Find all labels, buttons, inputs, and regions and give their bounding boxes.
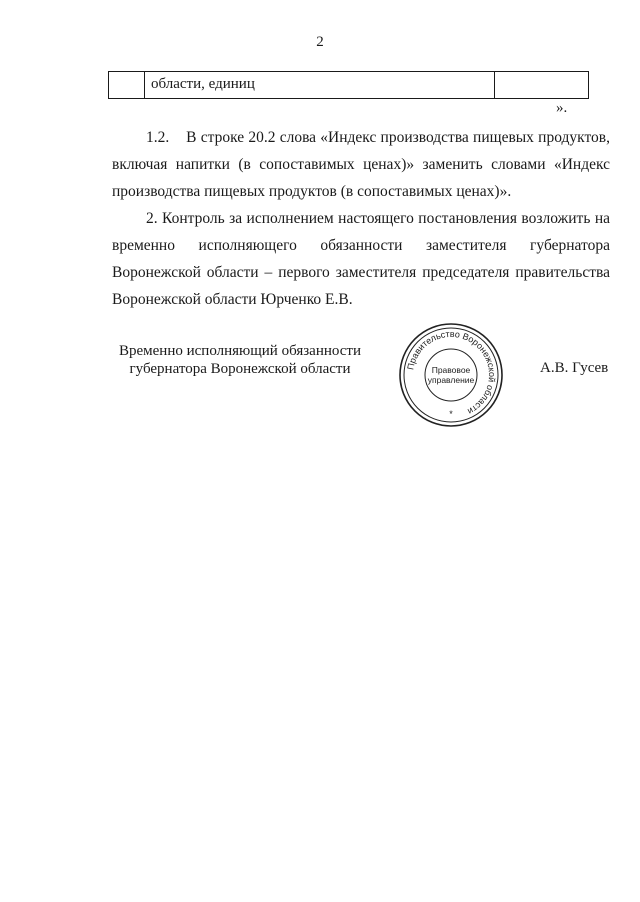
document-body (112, 124, 614, 313)
signatory-title (108, 342, 372, 378)
page-number: 2 (316, 34, 324, 50)
closing-quote: ». (556, 100, 568, 116)
signatory-title-line1: Временно исполняющий обязанности (118, 343, 361, 359)
seal-ring-text: Правительство Воронежской области (405, 328, 498, 417)
table-cell-number (109, 72, 145, 98)
paragraph-1-2: 1.2. В строке 20.2 слова «Индекс производства пищевых продуктов, включая напитки (в сопоставимых ценах)» заменить словами «Индекс производства пищевых продуктов (в сопоставимых ценах)». (112, 129, 614, 200)
paragraph-2: 2. Контроль за исполнением настоящего постановления возложить на временно исполняющего обязанности заместителя губернатора Воронежской области – первого заместителя председателя правительства Воронежской области Юрченко Е.В. (112, 210, 610, 308)
signatory-title-line2: губернатора Воронежской области (129, 361, 351, 377)
seal-star-icon: * (449, 409, 453, 419)
official-seal (398, 322, 504, 428)
table-cell-value (495, 72, 588, 98)
seal-center-line1: Правовое (431, 365, 471, 375)
signer-name: А.В. Гусев (540, 360, 609, 376)
table-fragment (108, 71, 589, 99)
table-cell-text: области, единиц (145, 72, 495, 98)
seal-center-line2: управление (427, 375, 475, 385)
